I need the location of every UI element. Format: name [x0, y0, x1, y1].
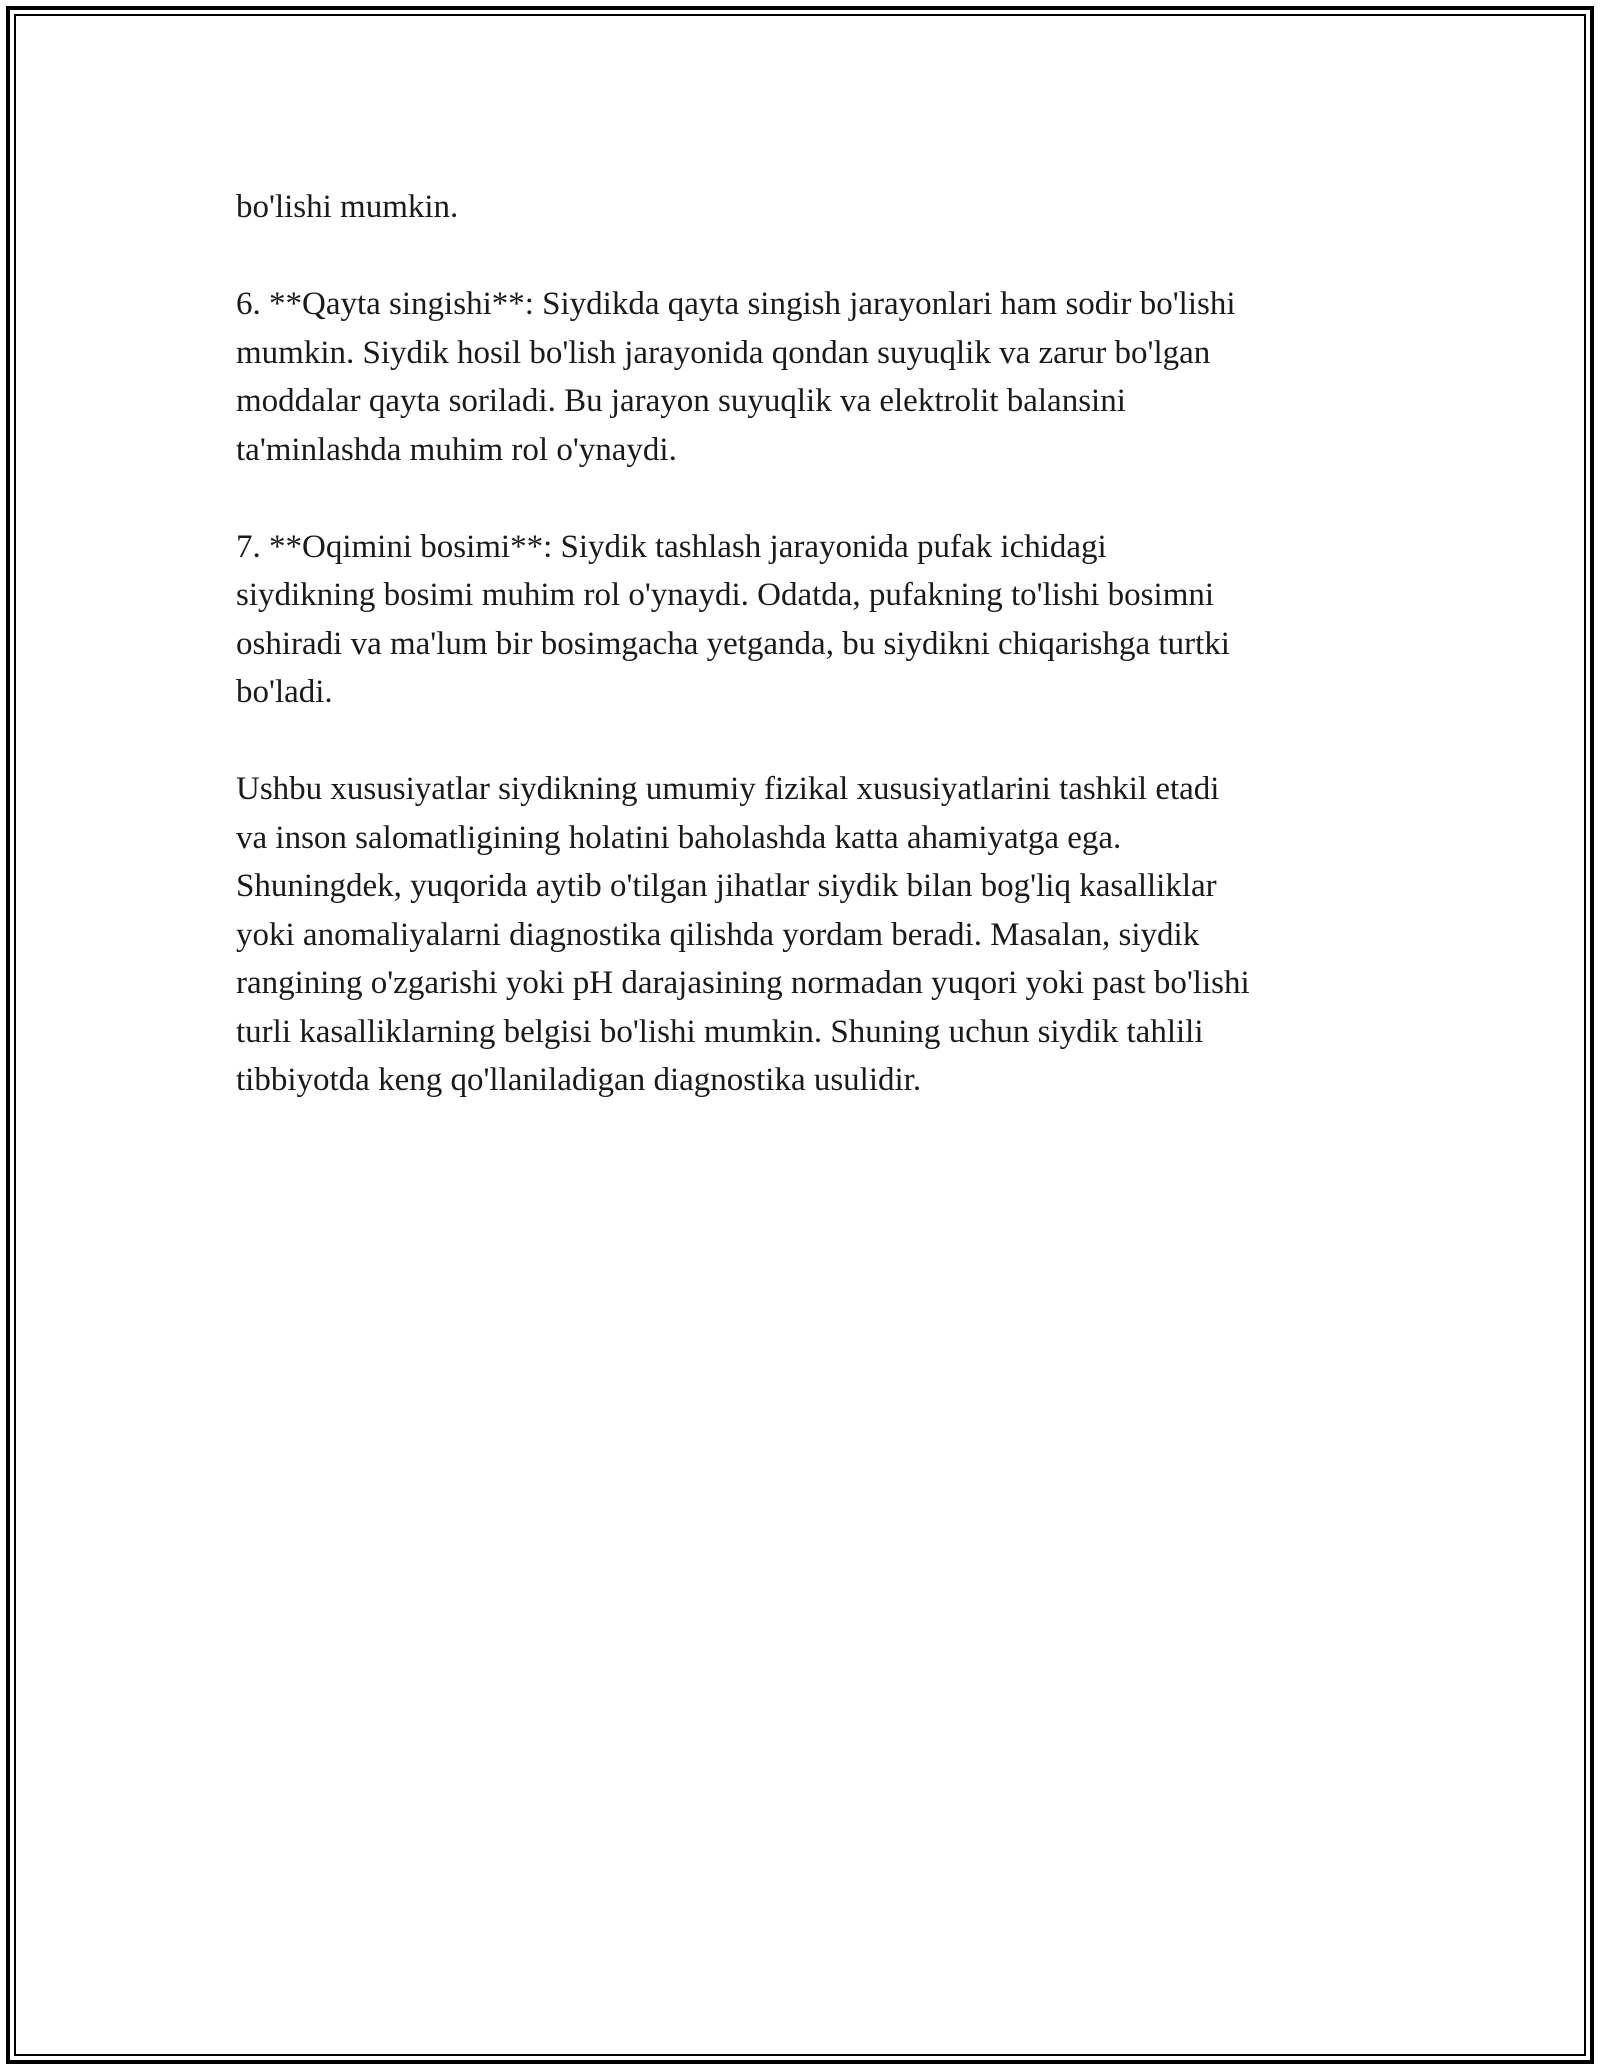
text-line: yoki anomaliyalarni diagnostika qilishda yordam beradi. Masalan, siydik [236, 916, 1200, 953]
text-line: rangining o'zgarishi yoki pH darajasining normadan yuqori yoki past bo'lishi [236, 965, 1250, 1001]
text-line: 6. **Qayta singishi**: Siydikda qayta singish jarayonlari ham sodir bo'lishi [236, 286, 1236, 322]
text-line: ta'minlashda muhim rol o'ynaydi. [236, 431, 677, 468]
text-line: siydikning bosimi muhim rol o'ynaydi. Odatda, pufakning to'lishi bosimni [236, 577, 1215, 613]
paragraph-gap [236, 717, 1396, 766]
text-line: moddalar qayta soriladi. Bu jarayon suyuqlik va elektrolit balansini [236, 383, 1126, 419]
text-line: bo'ladi. [236, 674, 333, 710]
text-line: oshiradi va ma'lum bir bosimgacha yetganda, bu siydikni chiqarishga turtki [236, 625, 1230, 662]
paragraph-conclusion [236, 765, 1396, 1105]
paragraph-gap [236, 232, 1396, 281]
text-line: tibbiyotda keng qo'llaniladigan diagnostika usulidir. [236, 1062, 922, 1098]
paragraph-item-6 [236, 280, 1396, 474]
text-line: bo'lishi mumkin. [236, 189, 459, 225]
text-line: Shuningdek, yuqorida aytib o'tilgan jihatlar siydik bilan bog'liq kasalliklar [236, 868, 1217, 904]
paragraph-continuation [236, 183, 1396, 232]
text-line: turli kasalliklarning belgisi bo'lishi mumkin. Shuning uchun siydik tahlili [236, 1013, 1204, 1050]
document-body [236, 183, 1396, 1105]
text-line: va inson salomatligining holatini baholashda katta ahamiyatga ega. [236, 819, 1122, 856]
paragraph-gap [236, 474, 1396, 523]
paragraph-item-7 [236, 523, 1396, 717]
text-line: Ushbu xususiyatlar siydikning umumiy fizikal xususiyatlarini tashkil etadi [236, 771, 1220, 807]
text-line: mumkin. Siydik hosil bo'lish jarayonida qondan suyuqlik va zarur bo'lgan [236, 334, 1211, 371]
text-line: 7. **Oqimini bosimi**: Siydik tashlash jarayonida pufak ichidagi [236, 528, 1107, 565]
